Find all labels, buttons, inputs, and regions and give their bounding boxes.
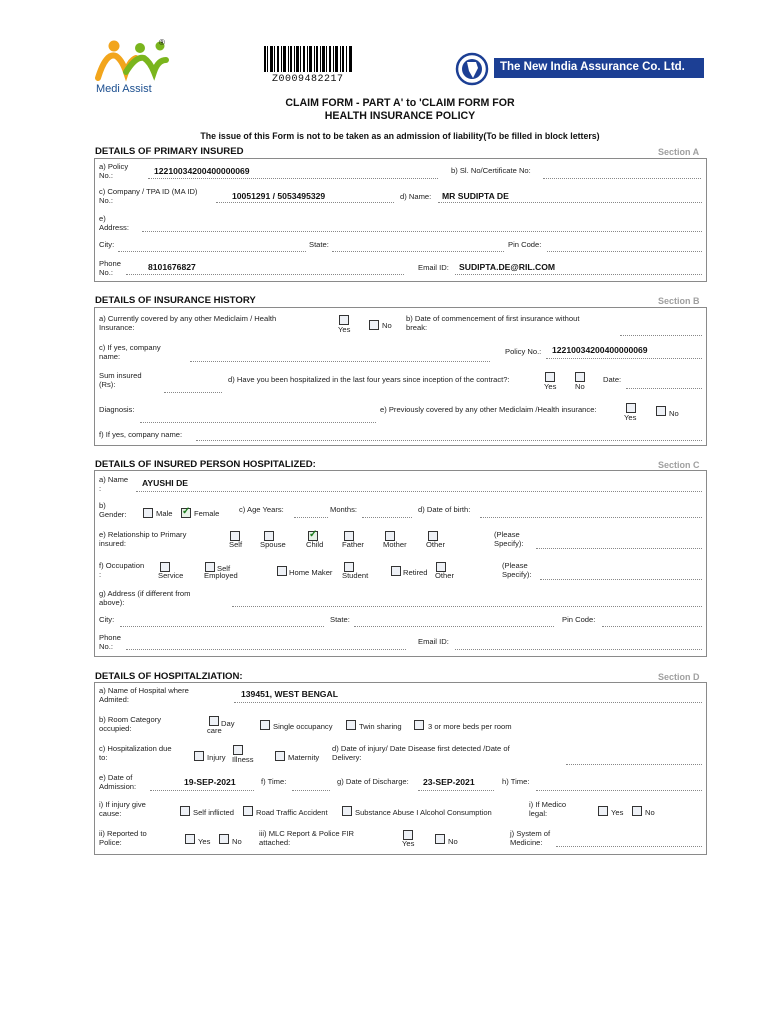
admission-date-value[interactable]: 19-SEP-2021 (184, 777, 236, 787)
company-line (216, 202, 394, 203)
c-pin-label: Pin Code: (562, 615, 596, 624)
rel-self-label: Self (229, 540, 243, 549)
discharge-date-label: g) Date of Discharge: (337, 777, 409, 786)
diagnosis-label: Diagnosis: (99, 405, 135, 414)
system-medicine-label: j) System of Medicine: (510, 829, 551, 847)
police-report-label: ii) Reported to Police: (99, 829, 147, 847)
police-no-checkbox[interactable] (219, 834, 229, 844)
mlc-no-label: No (448, 837, 458, 846)
medico-yes-checkbox[interactable] (598, 806, 608, 816)
admission-time-field[interactable] (292, 790, 330, 791)
company-value[interactable]: 10051291 / 5053495329 (232, 191, 326, 201)
room-category-label: b) Room Category occupied: (99, 715, 162, 733)
rel-father-label: Father (342, 540, 364, 549)
prev-company-field[interactable] (190, 361, 490, 362)
prev-company-name-field[interactable] (196, 440, 702, 441)
police-no-label: No (232, 837, 242, 846)
occ-self-employed-label-2: Employed (204, 571, 238, 580)
due-injury-checkbox[interactable] (194, 751, 204, 761)
female-checkbox[interactable] (181, 508, 191, 518)
section-b-heading: DETAILS OF INSURANCE HISTORY (95, 295, 256, 306)
prev-covered-yes-label: Yes (624, 413, 637, 422)
phone-line (126, 274, 404, 275)
address-field[interactable] (142, 231, 702, 232)
medico-no-checkbox[interactable] (632, 806, 642, 816)
police-yes-label: Yes (198, 837, 211, 846)
c-city-label: City: (99, 615, 115, 624)
policy-value[interactable]: 12210034200400000069 (154, 166, 250, 176)
city-label: City: (99, 240, 115, 249)
cause-substance-label: Substance Abuse I Alcohol Consumption (355, 808, 492, 817)
cause-self-checkbox[interactable] (180, 806, 190, 816)
section-c-box (94, 470, 707, 657)
hospitalized-no-checkbox[interactable] (575, 372, 585, 382)
section-c-heading: DETAILS OF INSURED PERSON HOSPITALIZED: (95, 459, 316, 470)
injury-date-label: d) Date of injury/ Date Disease first detected /Date of Delivery: (332, 744, 510, 762)
rel-child-label: Child (306, 540, 324, 549)
rel-specify-label: (Please Specify): (494, 530, 524, 548)
occ-self-employed-label: Self (217, 564, 231, 573)
history-policy-label: Policy No.: (505, 347, 542, 356)
c-phone-field[interactable] (126, 649, 406, 650)
room-daycare-label-2: care (207, 726, 222, 735)
barcode-number: Z0009482217 (272, 74, 344, 85)
first-insurance-label: b) Date of commencement of first insurance without break: (406, 314, 580, 332)
barcode (264, 46, 352, 72)
hospitalized-label: d) Have you been hospitalized in the last four years since inception of the contract?: (228, 375, 510, 384)
occ-home-maker-label: Home Maker (289, 568, 333, 577)
occ-other-label: Other (435, 571, 454, 580)
male-checkbox[interactable] (143, 508, 153, 518)
prev-covered-no-label: No (669, 409, 679, 418)
email-label: Email ID: (418, 263, 449, 272)
mlc-label: iii) MLC Report & Police FIR attached: (259, 829, 354, 847)
sum-insured-field[interactable] (164, 392, 222, 393)
barcode-icon (264, 46, 352, 72)
logo-text: Medi Assist (96, 83, 152, 95)
diagnosis-field[interactable] (140, 422, 376, 423)
patient-name-line (136, 491, 702, 492)
c-city-field[interactable] (120, 626, 324, 627)
rel-spouse-label: Spouse (260, 540, 286, 549)
email-value[interactable]: SUDIPTA.DE@RIL.COM (459, 262, 556, 272)
medico-yes-label: Yes (611, 808, 624, 817)
c-phone-label: Phone No.: (99, 633, 121, 651)
liability-notice: The issue of this Form is not to be taken as an admission of liability(To be filled in block letters) (200, 131, 600, 141)
primary-name-line (438, 202, 702, 203)
c-email-field[interactable] (455, 649, 702, 650)
section-a-code: Section A (658, 147, 700, 157)
rel-mother-label: Mother (383, 540, 407, 549)
system-medicine-field[interactable] (556, 846, 702, 847)
occupation-label: f) Occupation : (99, 561, 145, 579)
sum-insured-label: Sum insured (Rs): (99, 371, 142, 389)
cause-road-label: Road Traffic Accident (256, 808, 328, 817)
room-twin-checkbox[interactable] (346, 720, 356, 730)
phone-label: Phone No.: (99, 259, 121, 277)
hospital-name-value[interactable]: 139451, WEST BENGAL (241, 689, 338, 699)
rel-other-label: Other (426, 540, 445, 549)
primary-name-value[interactable]: MR SUDIPTA DE (442, 191, 509, 201)
dob-label: d) Date of birth: (418, 505, 471, 514)
prev-covered-no-checkbox[interactable] (656, 406, 666, 416)
covered-no-label: No (382, 321, 392, 330)
patient-name-label: a) Name : (99, 475, 129, 493)
state-field[interactable] (332, 251, 504, 252)
first-insurance-field[interactable] (620, 335, 702, 336)
covered-label: a) Currently covered by any other Mediclaim / Health Insurance: (99, 314, 277, 332)
prev-covered-label: e) Previously covered by any other Mediclaim /Health insurance: (380, 405, 597, 414)
alt-address-field[interactable] (232, 606, 702, 607)
section-a-heading: DETAILS OF PRIMARY INSURED (95, 146, 244, 157)
covered-yes-checkbox[interactable] (339, 315, 349, 325)
medico-legal-label: i) If Medico legal: (529, 800, 567, 818)
primary-name-label: d) Name: (400, 192, 432, 201)
due-maternity-label: Maternity (288, 753, 320, 762)
pin-label: Pin Code: (508, 240, 542, 249)
sl-no-label: b) Sl. No/Certificate No: (451, 166, 531, 175)
policy-line (148, 178, 438, 179)
section-d-box (94, 682, 707, 855)
hospital-name-line (234, 702, 702, 703)
history-policy-line (546, 358, 702, 359)
room-3plus-checkbox[interactable] (414, 720, 424, 730)
room-single-label: Single occupancy (273, 722, 333, 731)
room-daycare-label: Day (221, 719, 235, 728)
admission-date-line (150, 790, 254, 791)
policy-label: a) Policy No.: (99, 162, 129, 180)
occ-student-label: Student (342, 571, 369, 580)
age-years-field[interactable] (294, 517, 328, 518)
email-line (455, 274, 702, 275)
c-state-field[interactable] (354, 626, 554, 627)
occ-service-label: Service (158, 571, 184, 580)
hospitalized-yes-label: Yes (544, 382, 557, 391)
male-label: Male (156, 509, 173, 518)
prev-company-name-label: f) If yes, company name: (99, 430, 183, 439)
age-months-field[interactable] (362, 517, 412, 518)
discharge-date-line (418, 790, 494, 791)
medi-assist-logo (92, 38, 172, 96)
dob-field[interactable] (480, 517, 702, 518)
covered-yes-label: Yes (338, 325, 351, 334)
hospitalized-no-label: No (575, 382, 585, 391)
c-pin-field[interactable] (602, 626, 702, 627)
mlc-no-checkbox[interactable] (435, 834, 445, 844)
covered-no-checkbox[interactable] (369, 320, 379, 330)
address-label: e) Address: (99, 214, 129, 232)
patient-name-value[interactable]: AYUSHI DE (142, 478, 189, 488)
room-single-checkbox[interactable] (260, 720, 270, 730)
form-title-line1: CLAIM FORM - PART A' to 'CLAIM FORM FOR (285, 97, 515, 109)
age-months-label: Months: (330, 505, 358, 514)
cause-road-checkbox[interactable] (243, 806, 253, 816)
company-label: c) Company / TPA ID (MA ID) No.: (99, 187, 198, 205)
hospital-name-label: a) Name of Hospital where Admited: (99, 686, 189, 704)
room-3plus-label: 3 or more beds per room (428, 722, 512, 731)
prev-covered-yes-checkbox[interactable] (626, 403, 636, 413)
occ-retired-checkbox[interactable] (391, 566, 401, 576)
injury-date-field[interactable] (566, 764, 702, 765)
injury-cause-label: i) If injury give cause: (99, 800, 146, 818)
sl-no-field[interactable] (543, 178, 701, 179)
due-injury-label: Injury (207, 753, 226, 762)
discharge-date-value[interactable]: 23-SEP-2021 (423, 777, 475, 787)
section-d-heading: DETAILS OF HOSPITALZIATION: (95, 671, 243, 682)
c-email-label: Email ID: (418, 637, 449, 646)
section-b-code: Section B (658, 296, 700, 306)
age-years-label: c) Age Years: (239, 505, 284, 514)
gender-label: b) Gender: (99, 501, 127, 519)
due-illness-label: Illness (232, 755, 254, 764)
occ-specify-label: (Please Specify): (502, 561, 532, 579)
rel-specify-field[interactable] (536, 548, 702, 549)
relationship-label: e) Relationship to Primary insured: (99, 530, 187, 548)
hospitalized-date-label: Date: (603, 375, 622, 384)
occ-retired-label: Retired (403, 568, 428, 577)
police-yes-checkbox[interactable] (185, 834, 195, 844)
form-title-line2: HEALTH INSURANCE POLICY (324, 109, 476, 122)
section-c-code: Section C (658, 460, 700, 470)
discharge-time-label: h) Time: (502, 777, 530, 786)
admission-date-label: e) Date of Admission: (99, 773, 137, 791)
female-label: Female (194, 509, 220, 518)
form-title (0, 97, 768, 122)
pin-field[interactable] (547, 251, 702, 252)
hosp-due-label: c) Hospitalization due to: (99, 744, 172, 762)
hospitalized-yes-checkbox[interactable] (545, 372, 555, 382)
cause-substance-checkbox[interactable] (342, 806, 352, 816)
new-india-emblem-icon (454, 52, 490, 86)
alt-address-label: g) Address (if different from above): (99, 589, 191, 607)
insurer-name-banner (494, 58, 704, 78)
registered-mark: ® (159, 38, 165, 47)
history-policy-value[interactable]: 12210034200400000069 (552, 345, 648, 355)
c-state-label: State: (330, 615, 350, 624)
city-field[interactable] (118, 251, 306, 252)
state-label: State: (309, 240, 329, 249)
hospitalized-date-field[interactable] (626, 388, 702, 389)
due-illness-checkbox[interactable] (233, 745, 243, 755)
medico-no-label: No (645, 808, 655, 817)
room-twin-label: Twin sharing (359, 722, 402, 731)
insurer-name: The New India Assurance Co. Ltd. (500, 61, 685, 73)
section-d-code: Section D (658, 672, 700, 682)
due-maternity-checkbox[interactable] (275, 751, 285, 761)
occ-specify-field[interactable] (540, 579, 702, 580)
prev-company-label: c) If yes, company name: (99, 343, 161, 361)
phone-value[interactable]: 8101676827 (148, 262, 196, 272)
occ-home-maker-checkbox[interactable] (277, 566, 287, 576)
admission-time-label: f) Time: (261, 777, 287, 786)
mlc-yes-label: Yes (402, 839, 415, 848)
discharge-time-field[interactable] (536, 790, 702, 791)
cause-self-label: Self inflicted (193, 808, 234, 817)
